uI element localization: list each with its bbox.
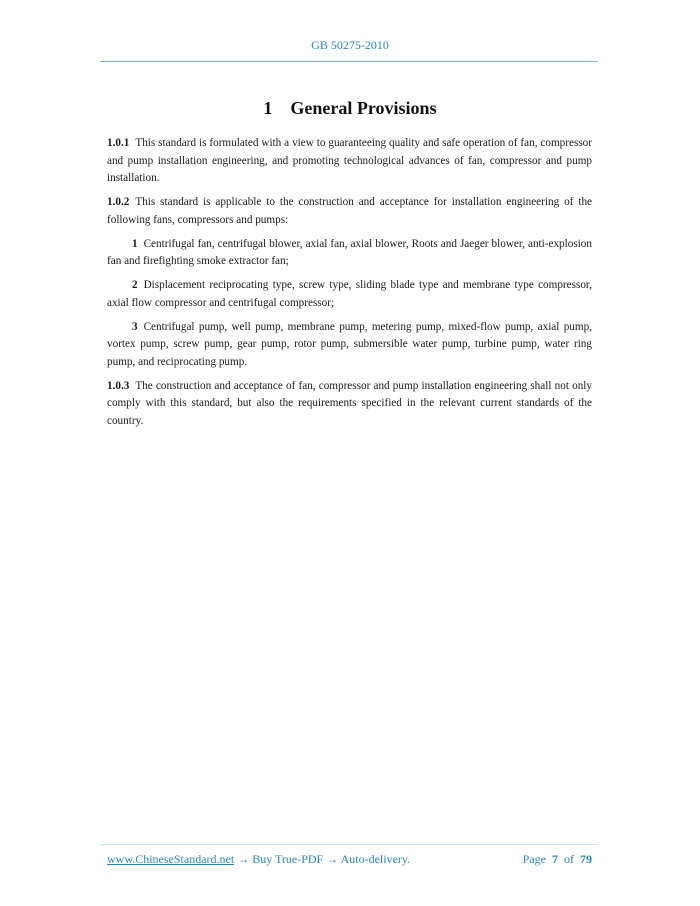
arrow-icon: → [237,852,250,866]
chapter-number: 1 [263,98,273,118]
clause-number: 1.0.1 [107,137,130,149]
page-total: 79 [580,852,592,866]
clause-1-0-1 [107,135,592,188]
chapter-title-text: General Provisions [290,98,437,118]
clause-text: This standard is applicable to the construction and acceptance for installation engineering of the following fans, compressors and pumps: [107,196,592,226]
auto-delivery-text: Auto-delivery. [340,852,411,866]
site-link[interactable]: www.ChineseStandard.net [107,852,235,866]
item-number: 3 [132,320,138,333]
item-number: 2 [132,279,138,291]
clause-1-0-2 [107,194,592,229]
buy-pdf-text: Buy True-PDF [252,852,324,866]
page-label: Page [522,852,546,866]
item-number: 1 [132,237,138,250]
header-standard-code: GB 50275-2010 [311,38,389,52]
clause-1-0-3 [107,378,592,431]
clause-number: 1.0.3 [107,379,130,392]
clause-text: This standard is formulated with a view to guaranteeing quality and safe operation of fan, compressor and pump installation engineering, and promoting technological advances of fan, compressor and pump installation. [107,137,592,184]
item-text: Centrifugal pump, well pump, membrane pump, metering pump, mixed-flow pump, axial pump, vortex pump, screw pump, gear pump, rotor pump, submersible water pump, turbine pump, water ring pump, and reciprocating pump. [107,320,592,368]
list-item-1 [107,236,592,271]
page-of: of [564,852,574,866]
page-current: 7 [552,852,558,866]
list-item-2 [107,277,592,312]
list-item-3 [107,319,592,372]
clause-number: 1.0.2 [107,196,130,208]
document-body [107,135,592,437]
footer-promo [107,852,410,867]
clause-text: The construction and acceptance of fan, compressor and pump installation engineering shall not only comply with this standard, but also the requirements specified in the relevant current standards of the country. [107,379,592,427]
page-indicator [523,852,592,867]
header-divider [100,61,598,62]
footer-divider [100,844,598,845]
arrow-icon: → [326,852,339,866]
chapter-title [0,98,700,119]
item-text: Centrifugal fan, centrifugal blower, axial fan, axial blower, Roots and Jaeger blower, anti-explosion fan and firefighting smoke extractor fan; [107,237,592,267]
item-text: Displacement reciprocating type, screw type, sliding blade type and membrane type compressor, axial flow compressor and centrifugal compressor; [107,279,592,309]
